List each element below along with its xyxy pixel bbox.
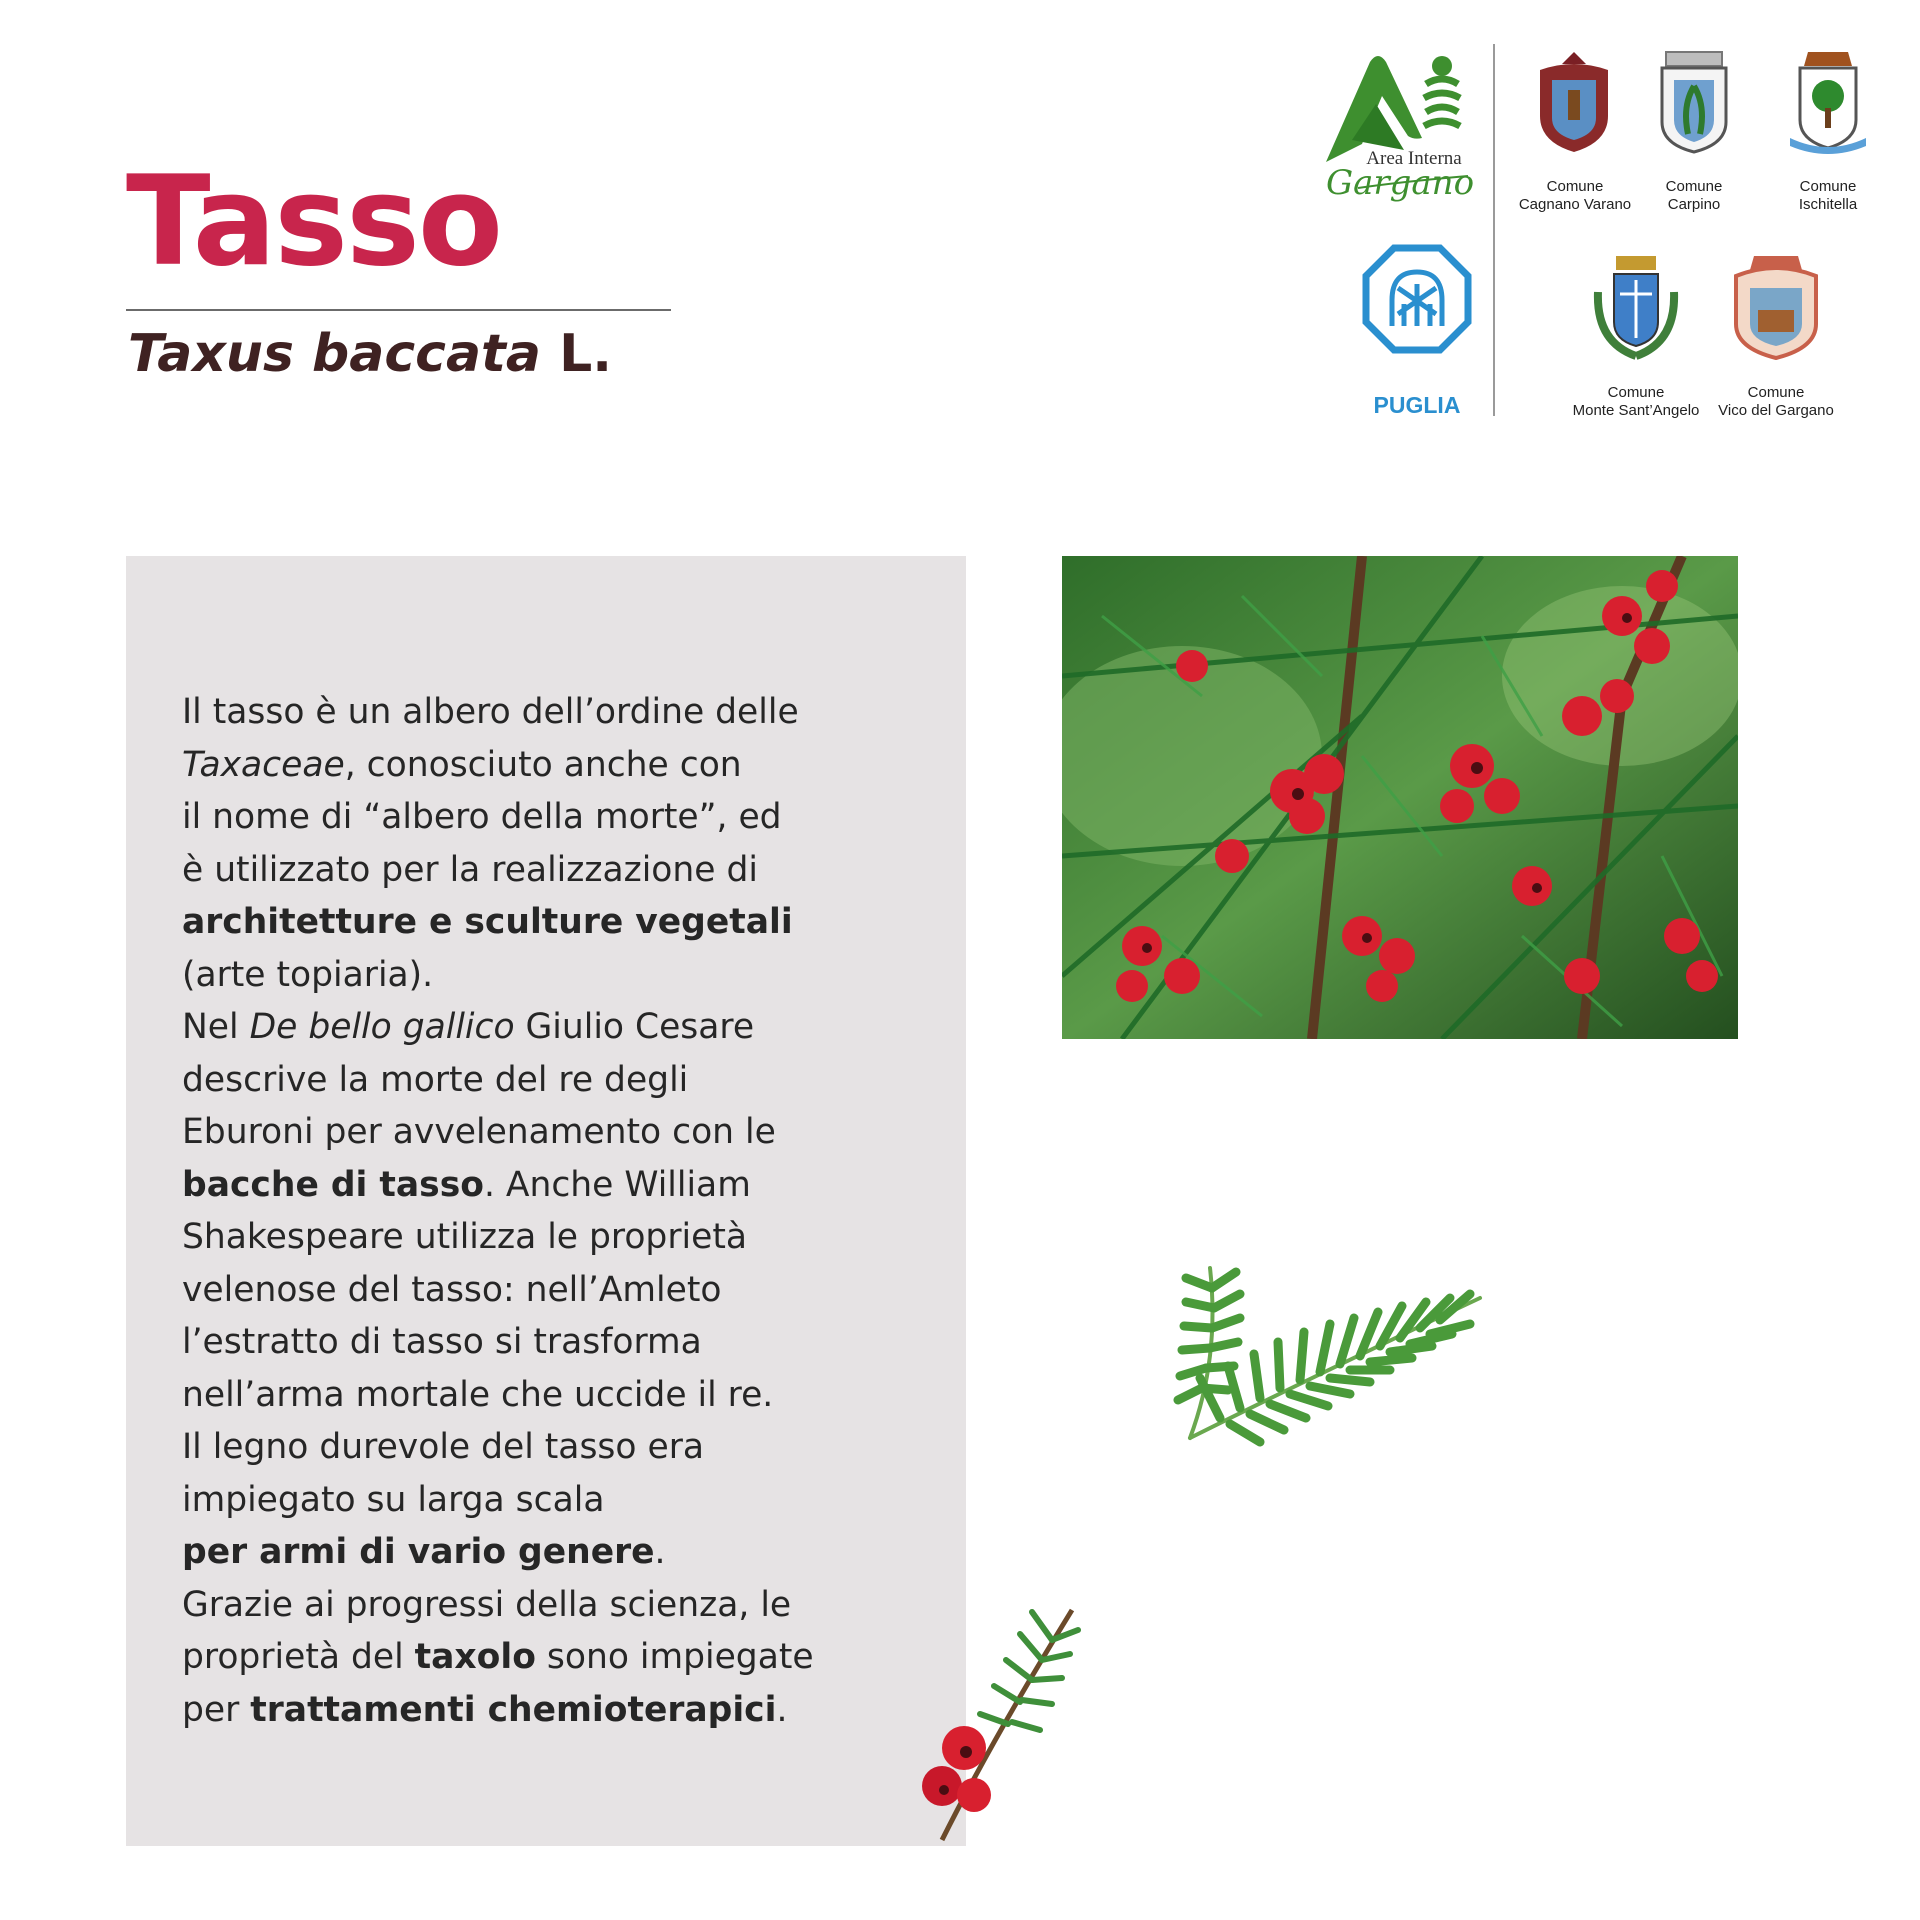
comune-ischitella-caption	[1743, 178, 1913, 214]
comune-label: Comune	[1747, 384, 1805, 401]
scientific-name	[128, 326, 612, 383]
puglia-region-logo	[1362, 244, 1472, 354]
description-text-segment: (arte topiaria).	[182, 954, 434, 995]
description-text-segment: sono impiegate	[535, 1637, 814, 1677]
comune-label: Comune	[1799, 178, 1857, 195]
description-text-segment: l’estratto di tasso si trasforma	[182, 1322, 702, 1362]
description-text-segment: trattamenti chemioterapici	[250, 1689, 777, 1730]
yew-berries-photo	[1062, 556, 1738, 1039]
vico-del-gargano-crest-icon	[1730, 252, 1822, 362]
description-text-segment: Giulio Cesare	[514, 1007, 755, 1047]
page-title: Tasso	[126, 150, 502, 294]
description-text-segment: De bello gallico	[249, 1007, 515, 1047]
description-text-segment: Grazie ai progressi della scienza, le	[182, 1584, 792, 1625]
comune-name: Ischitella	[1798, 196, 1858, 213]
carpino-crest-icon	[1652, 46, 1736, 156]
corner-berry-sprig-illustration	[902, 1590, 1092, 1852]
description-text	[182, 686, 942, 1736]
description-text-segment: .	[776, 1689, 788, 1730]
description-text-segment: proprietà del	[182, 1637, 415, 1677]
description-text-segment: Il tasso è un albero dell’ordine delle	[182, 692, 799, 732]
yew-sprig-illustration	[1150, 1228, 1490, 1468]
description-text-segment: Il legno durevole del tasso era	[182, 1427, 705, 1467]
description-text-segment: per armi di vario genere	[182, 1532, 655, 1572]
description-text-segment: architetture e sculture vegetali	[182, 902, 793, 942]
description-text-segment: per	[182, 1689, 251, 1730]
description-text-segment: taxolo	[414, 1637, 536, 1677]
cagnano-varano-crest-icon	[1532, 46, 1616, 156]
description-text-segment: .	[654, 1532, 666, 1572]
description-text-segment: nell’arma mortale che uccide il re.	[182, 1374, 774, 1415]
description-text-segment: è utilizzato per la realizzazione di	[182, 849, 758, 890]
description-text-segment: Shakespeare utilizza le proprietà	[182, 1217, 747, 1257]
description-text-segment: il nome di “albero della morte”, ed	[182, 797, 782, 837]
description-text-segment: Taxaceae	[182, 744, 345, 785]
comune-label: Comune	[1665, 178, 1723, 195]
logo-divider	[1493, 44, 1495, 416]
comune-name: Carpino	[1667, 196, 1721, 213]
description-text-segment: Nel	[182, 1007, 250, 1047]
description-text-segment: Eburoni per avvelenamento con le	[182, 1112, 776, 1152]
description-text-segment: bacche di tasso	[182, 1164, 484, 1205]
comune-name: Monte Sant’Angelo	[1572, 402, 1700, 419]
description-text-segment: impiegato su larga scala	[182, 1479, 605, 1520]
description-text-segment: , conosciuto anche con	[344, 744, 742, 785]
comune-name: Cagnano Varano	[1518, 196, 1632, 213]
monte-sant-angelo-crest-icon	[1586, 252, 1686, 362]
scientific-name-genus-species: Taxus baccata	[128, 324, 542, 384]
gargano-script-label: Gargano	[1325, 163, 1475, 203]
comune-vico-del-gargano-caption	[1691, 384, 1861, 420]
puglia-label: PUGLIA	[1373, 392, 1461, 418]
title-divider	[126, 309, 671, 311]
description-text-segment: velenose del tasso: nell’Amleto	[182, 1269, 722, 1310]
comune-name: Vico del Gargano	[1718, 402, 1834, 419]
comune-label: Comune	[1546, 178, 1604, 195]
area-interna-gargano-logo	[1318, 44, 1480, 214]
scientific-name-author: L.	[541, 324, 613, 384]
ischitella-crest-icon	[1786, 46, 1870, 156]
description-text-segment: . Anche William	[483, 1164, 751, 1205]
area-interna-label: Area Interna	[1366, 148, 1462, 169]
description-text-segment: descrive la morte del re degli	[182, 1059, 689, 1100]
comune-label: Comune	[1607, 384, 1665, 401]
